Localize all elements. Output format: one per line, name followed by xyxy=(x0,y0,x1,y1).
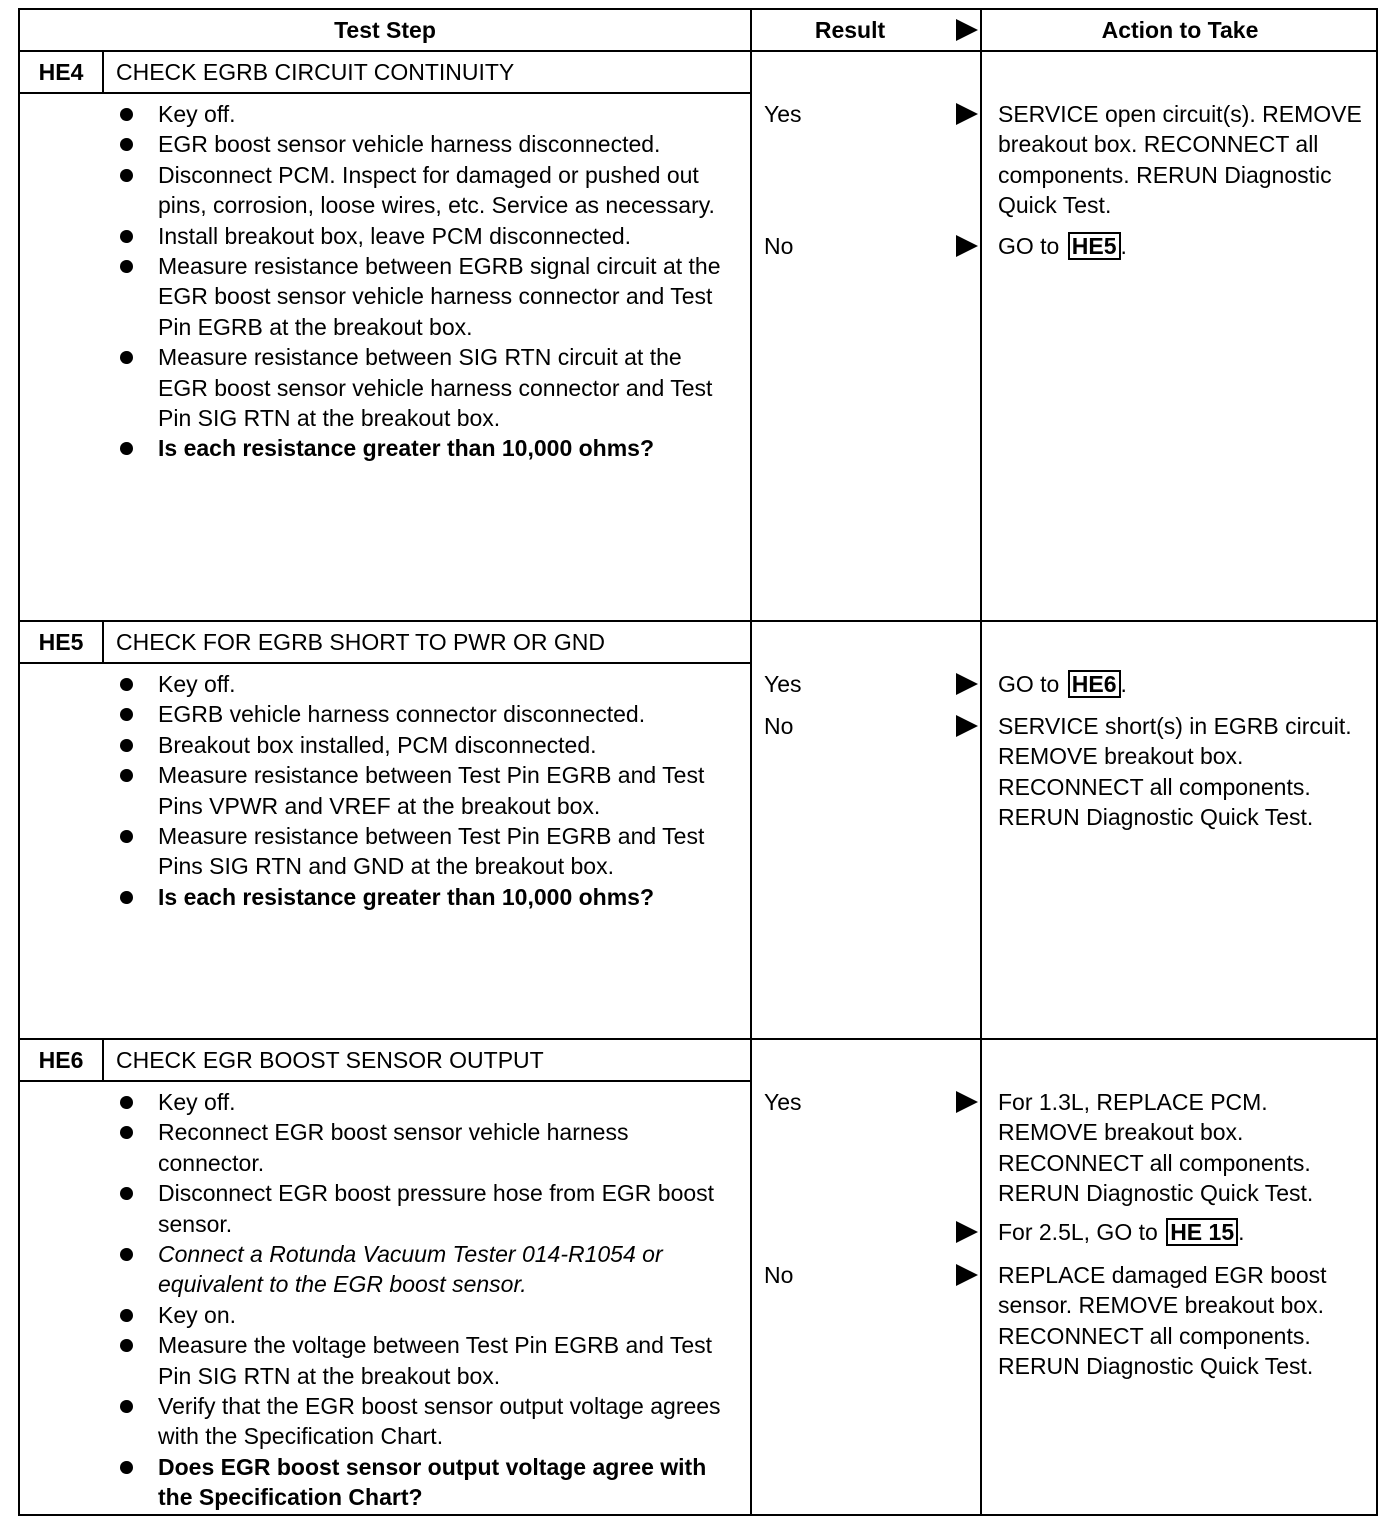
action-suffix: . xyxy=(1120,671,1127,697)
step-title: CHECK EGRB CIRCUIT CONTINUITY xyxy=(116,59,515,85)
action-suffix: . xyxy=(1120,233,1127,259)
list-item: Measure resistance between EGRB signal circuit at the EGR boost sensor vehicle harness connector and Test Pin EGRB at the breakout box. xyxy=(116,251,736,342)
action-prefix: GO to xyxy=(998,233,1060,259)
result-no: No xyxy=(764,233,794,259)
list-item: Measure resistance between Test Pin EGRB and Test Pins VPWR and VREF at the breakout box. xyxy=(116,760,736,821)
step-reference[interactable]: HE5 xyxy=(1068,232,1121,260)
step-title: CHECK FOR EGRB SHORT TO PWR OR GND xyxy=(116,629,606,655)
step-reference[interactable]: HE6 xyxy=(1068,670,1121,698)
list-item: Measure the voltage between Test Pin EGRB and Test Pin SIG RTN at the breakout box. xyxy=(116,1330,736,1391)
list-item: Disconnect PCM. Inspect for damaged or pushed out pins, corrosion, loose wires, etc. Service as necessary. xyxy=(116,160,736,221)
step-list xyxy=(116,669,736,912)
action-text: REPLACE damaged EGR boost sensor. REMOVE breakout box. RECONNECT all components. RERUN Diagnostic Quick Test. xyxy=(998,1262,1327,1380)
action-prefix: For 2.5L, GO to xyxy=(998,1219,1158,1245)
list-item: Measure resistance between Test Pin EGRB and Test Pins SIG RTN and GND at the breakout box. xyxy=(116,821,736,882)
title-divider xyxy=(20,662,750,664)
list-item: Key on. xyxy=(116,1300,736,1330)
list-item: Install breakout box, leave PCM disconnected. xyxy=(116,221,736,251)
step-reference[interactable]: HE 15 xyxy=(1166,1218,1238,1246)
header-result: Result xyxy=(814,17,886,43)
result-no: No xyxy=(764,1262,794,1288)
arrow-icon xyxy=(956,1091,978,1113)
list-item: Connect a Rotunda Vacuum Tester 014-R1054 or equivalent to the EGR boost sensor. xyxy=(116,1239,736,1300)
step-list xyxy=(116,1087,736,1513)
list-item-question: Does EGR boost sensor output voltage agree with the Specification Chart? xyxy=(116,1452,736,1513)
list-item: Reconnect EGR boost sensor vehicle harness connector. xyxy=(116,1117,736,1178)
column-divider xyxy=(750,10,752,1514)
step-id: HE6 xyxy=(38,1047,84,1073)
arrow-icon xyxy=(956,673,978,695)
step-list xyxy=(116,99,736,464)
arrow-icon xyxy=(956,19,978,41)
arrow-icon xyxy=(956,1264,978,1286)
list-item: Key off. xyxy=(116,99,736,129)
id-divider xyxy=(102,50,104,92)
action-prefix: GO to xyxy=(998,671,1060,697)
result-no: No xyxy=(764,713,794,739)
arrow-icon xyxy=(956,235,978,257)
list-item-question: Is each resistance greater than 10,000 ohms? xyxy=(116,882,736,912)
action-text: For 1.3L, REPLACE PCM. REMOVE breakout box. RECONNECT all components. RERUN Diagnostic Quick Test. xyxy=(998,1089,1314,1207)
list-item: EGR boost sensor vehicle harness disconnected. xyxy=(116,129,736,159)
list-item: Key off. xyxy=(116,1087,736,1117)
result-yes: Yes xyxy=(764,1089,802,1115)
list-item: Key off. xyxy=(116,669,736,699)
header-action: Action to Take xyxy=(1101,17,1259,43)
list-item-question: Is each resistance greater than 10,000 ohms? xyxy=(116,433,736,463)
action-text xyxy=(998,1217,1370,1247)
title-divider xyxy=(20,1080,750,1082)
step-id: HE5 xyxy=(38,629,84,655)
list-item: EGRB vehicle harness connector disconnected. xyxy=(116,699,736,729)
list-item: Verify that the EGR boost sensor output voltage agrees with the Specification Chart. xyxy=(116,1391,736,1452)
list-item: Breakout box installed, PCM disconnected. xyxy=(116,730,736,760)
action-text xyxy=(998,669,1370,699)
action-text: SERVICE short(s) in EGRB circuit. REMOVE breakout box. RECONNECT all components. RERUN Diagnostic Quick Test. xyxy=(998,713,1352,831)
step-title: CHECK EGR BOOST SENSOR OUTPUT xyxy=(116,1047,544,1073)
diagnostic-table xyxy=(18,8,1378,1516)
step-id: HE4 xyxy=(38,59,84,85)
arrow-icon xyxy=(956,1221,978,1243)
result-yes: Yes xyxy=(764,101,802,127)
action-suffix: . xyxy=(1238,1219,1245,1245)
id-divider xyxy=(102,1038,104,1080)
id-divider xyxy=(102,620,104,662)
arrow-icon xyxy=(956,103,978,125)
action-text: SERVICE open circuit(s). REMOVE breakout box. RECONNECT all components. RERUN Diagnostic Quick Test. xyxy=(998,101,1362,219)
arrow-icon xyxy=(956,715,978,737)
column-divider xyxy=(980,10,982,1514)
header-test-step: Test Step xyxy=(334,17,436,43)
title-divider xyxy=(20,92,750,94)
result-yes: Yes xyxy=(764,671,802,697)
list-item: Disconnect EGR boost pressure hose from EGR boost sensor. xyxy=(116,1178,736,1239)
list-item: Measure resistance between SIG RTN circuit at the EGR boost sensor vehicle harness connector and Test Pin SIG RTN at the breakout box. xyxy=(116,342,736,433)
action-text xyxy=(998,231,1370,261)
